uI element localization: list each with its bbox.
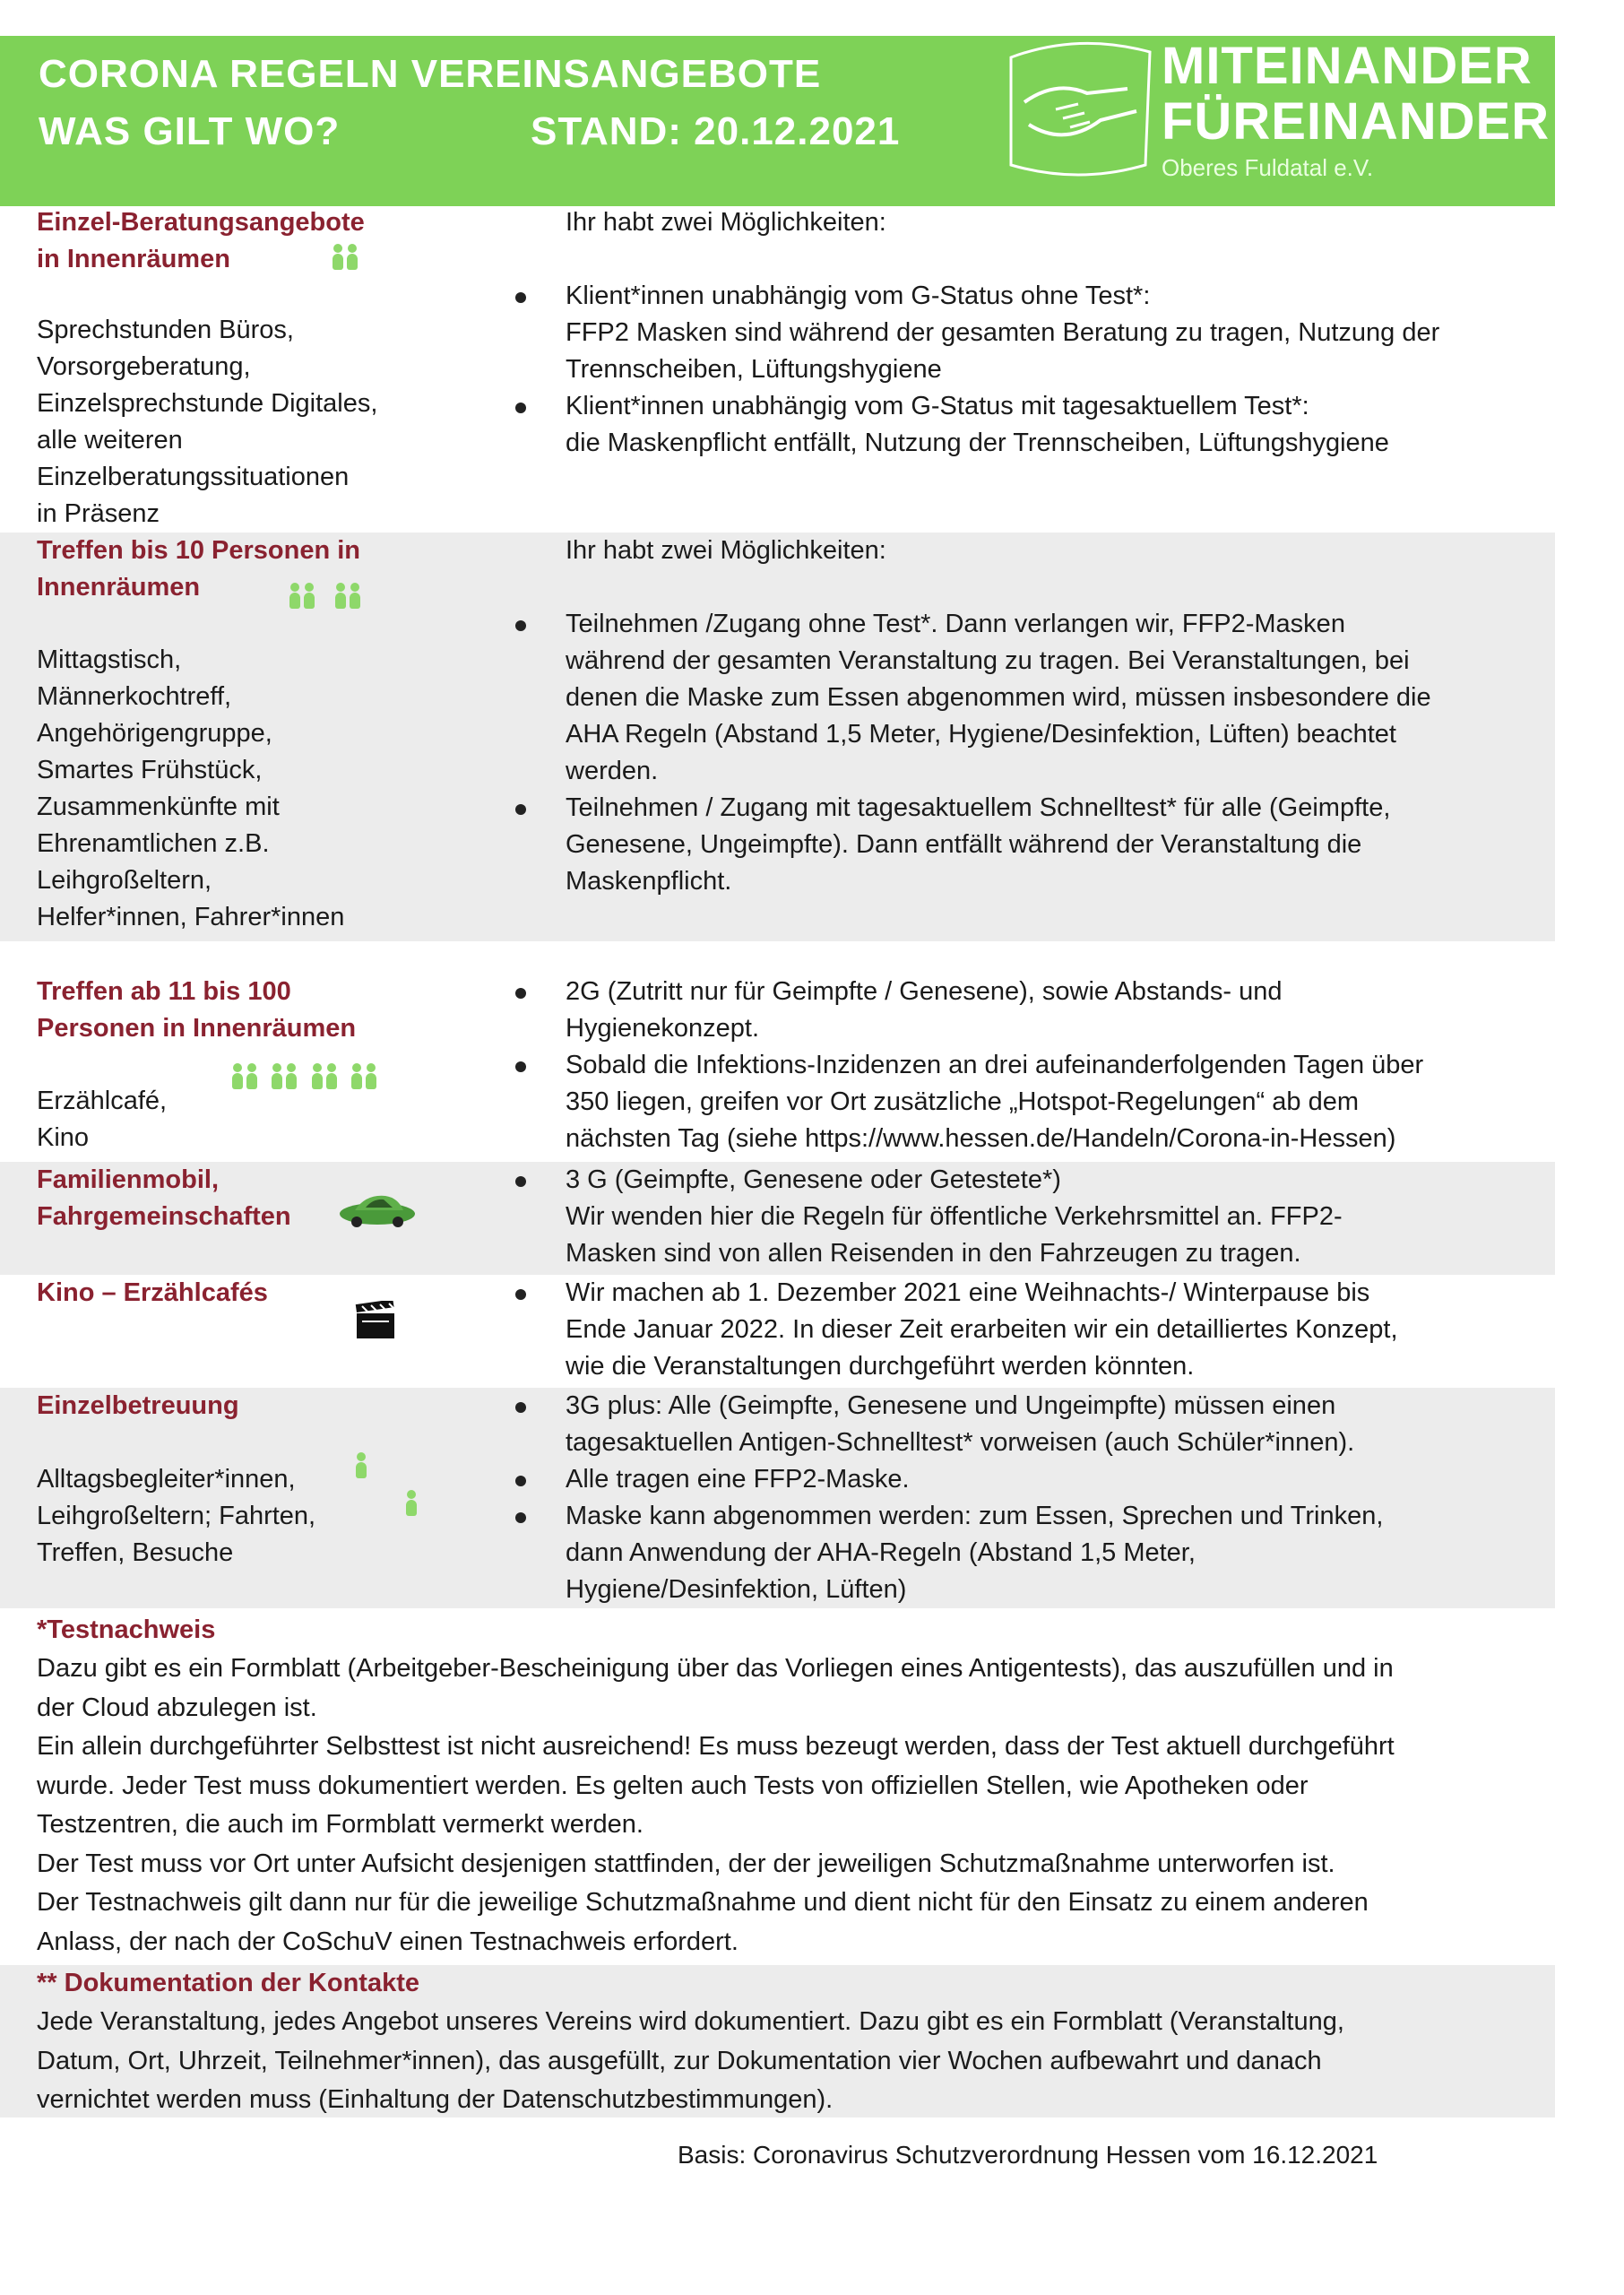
description-line: Einzelsprechstunde Digitales, [37,389,378,418]
description-line: in Präsenz [37,499,160,528]
stand-date: STAND: 20.12.2021 [531,109,901,153]
options-intro: Ihr habt zwei Möglichkeiten: [566,536,886,565]
section-description: Erzählcafé, Kino [37,1087,168,1152]
options-intro: Ihr habt zwei Möglichkeiten: [566,208,886,237]
section-treffen-11-100 [0,974,1555,1162]
list-item: Klient*innen unabhängig vom G-Status mit tagesaktuellem Test*: die Maskenpflicht entfällt, Nutzung der Trennscheiben, Lüftungshygiene [515,388,1551,462]
list-item: 3 G (Geimpfte, Genesene oder Getestete*) Wir wenden hier die Regeln für öffentliche Verkehrsmittel an. FFP2- Masken sind von allen Reisenden in den Fahrzeugen zu tragen. [515,1162,1551,1272]
clapperboard-icon [355,1301,396,1340]
rule-list [515,278,1551,462]
person-icon [303,583,315,610]
person-icons [332,244,360,275]
rule-list [515,1162,1551,1272]
dokumentation-box [0,1965,1555,2117]
section-title: Treffen ab 11 bis 100 Personen in Innenräumen [37,977,357,1043]
dokumentation-text: Jede Veranstaltung, jedes Angebot unseres Vereins wird dokumentiert. Dazu gibt es ein Formblatt (Veranstaltung, Datum, Ort, Uhrzeit, Teilnehmer*innen), das ausgefüllt, zur Dokumentation vier Wochen aufbewahrt und danach vernichtet werden muss (Einhaltung der Datenschutzbestimmungen). [37,2007,1344,2114]
section-title-line: Innenräumen [37,573,201,602]
basis-note: Basis: Coronavirus Schutzverordnung Hessen vom 16.12.2021 [678,2141,1378,2169]
person-icon [289,583,301,610]
testnachweis-title: *Testnachweis [37,1615,216,1644]
logo-text-line2: FÜREINANDER [1162,92,1551,151]
bullet-icon [515,292,526,303]
person-icon [346,244,358,271]
list-item: 3G plus: Alle (Geimpfte, Genesene und Ungeimpfte) müssen einen tagesaktuellen Antigen-Schnelltest* vorweisen (auch Schüler*innen). [515,1388,1551,1461]
list-item: Klient*innen unabhängig vom G-Status ohne Test*: FFP2 Masken sind während der gesamten Beratung zu tragen, Nutzung der Trennscheiben, Lüftungshygiene [515,278,1551,388]
car-icon [339,1192,416,1228]
logo-text-line1: MITEINANDER [1162,37,1533,95]
rule-list [515,1275,1551,1385]
bullet-icon [515,1512,526,1523]
bullet-icon [515,804,526,815]
bullet-icon [515,1402,526,1413]
description-line: Vorsorgeberatung, [37,352,251,381]
list-item: Wir machen ab 1. Dezember 2021 eine Weihnachts-/ Winterpause bis Ende Januar 2022. In dieser Zeit erarbeiten wir ein detailliertes Konzept, wie die Veranstaltungen durchgeführt werden könnten. [515,1275,1551,1385]
person-icons [231,1063,379,1095]
description-line: Einzelberatungssituationen [37,463,350,491]
section-einzelbetreuung [0,1388,1555,1608]
list-item: Sobald die Infektions-Inzidenzen an drei aufeinanderfolgenden Tagen über 350 liegen, greifen vor Ort zusätzliche „Hotspot-Regelungen“ ab dem nächsten Tag (siehe https://www.hessen.de/Handeln/Corona-in-Hessen) [515,1047,1551,1157]
section-title: Familienmobil, Fahrgemeinschaften [37,1165,291,1231]
person-icon [349,583,361,610]
bullet-icon [515,403,526,413]
section-description: Mittagstisch, Männerkochtreff, Angehörigengruppe, Smartes Frühstück, Zusammenkünfte mit Ehrenamtlichen z.B. Leihgroßeltern, Helfer*innen, Fahrer*innen [37,645,345,931]
rule-list [515,606,1551,900]
person-icon [405,1490,419,1521]
section-title-line: Treffen bis 10 Personen in [37,536,360,565]
header-banner [0,36,1555,206]
section-einzelberatung [0,204,1555,533]
bullet-icon [515,1061,526,1072]
list-item: 2G (Zutritt nur für Geimpfte / Genesene), sowie Abstands- und Hygienekonzept. [515,974,1551,1047]
bullet-icon [515,988,526,999]
bullet-icon [515,1476,526,1486]
description-line: alle weiteren [37,426,183,455]
rule-list [515,1388,1551,1608]
section-description [37,312,377,533]
bullet-icon [515,1176,526,1187]
testnachweis-text: Dazu gibt es ein Formblatt (Arbeitgeber-Bescheinigung über das Vorliegen eines Antigentests), das auszufüllen und in der Cloud abzulegen ist. Ein allein durchgeführter Selbsttest ist nicht ausreichend! Es muss bezeugt werden, dass der Test aktuell durchgeführt wurde. Jeder Test muss dokumentiert werden. Es gelten auch Tests von offiziellen Stellen, wie Apotheken oder Testzentren, die auch im Formblatt vermerkt werden. Der Test muss vor Ort unter Aufsicht desjenigen stattfinden, der der jeweiligen Schutzmaßnahme unterworfen ist. Der Testnachweis gilt dann nur für die jeweilige Schutzmaßnahme und dient nicht für den Einsatz zu einem anderen Anlass, der nach der CoSchuV einen Testnachweis erfordert. [37,1654,1395,1956]
person-icon [332,244,344,271]
section-description: Alltagsbegleiter*innen, Leihgroßeltern; Fahrten, Treffen, Besuche [37,1465,316,1567]
list-item: Alle tragen eine FFP2-Maske. [515,1461,1551,1498]
section-kino [0,1275,1555,1388]
list-item: Maske kann abgenommen werden: zum Essen, Sprechen und Trinken, dann Anwendung der AHA-Regeln (Abstand 1,5 Meter, Hygiene/Desinfektion, Lüften) [515,1498,1551,1608]
section-title-line: in Innenräumen [37,245,230,273]
section-title: Einzelbetreuung [37,1391,239,1420]
section-familienmobil [0,1162,1555,1275]
person-icon [334,583,347,610]
section-treffen-bis-10 [0,533,1555,941]
dokumentation-title: ** Dokumentation der Kontakte [37,1969,419,1997]
section-title [37,204,365,278]
list-item: Teilnehmen / Zugang mit tagesaktuellem Schnelltest* für alle (Geimpfte, Genesene, Ungeimpfte). Dann entfällt während der Veranstaltung die Maskenpflicht. [515,790,1551,900]
section-title: Kino – Erzählcafés [37,1278,268,1307]
logo-subtitle: Oberes Fuldatal e.V. [1162,154,1374,181]
handshake-icon [993,39,1163,183]
page-title-line2: WAS GILT WO? [39,109,341,153]
page-title-line1: CORONA REGELN VEREINSANGEBOTE [39,52,822,96]
bullet-icon [515,620,526,631]
rule-list [515,974,1551,1157]
person-icons [289,583,363,614]
section-title-line: Einzel-Beratungsangebote [37,208,365,237]
list-item: Teilnehmen /Zugang ohne Test*. Dann verlangen wir, FFP2-Masken während der gesamten Veranstaltung zu tragen. Bei Veranstaltungen, bei denen die Maske zum Essen abgenommen wird, müssen insbesondere die AHA Regeln (Abstand 1,5 Meter, Hygiene/Desinfektion, Lüften) beachtet werden. [515,606,1551,790]
person-icon [355,1452,369,1484]
bullet-icon [515,1289,526,1300]
description-line: Sprechstunden Büros, [37,316,294,344]
